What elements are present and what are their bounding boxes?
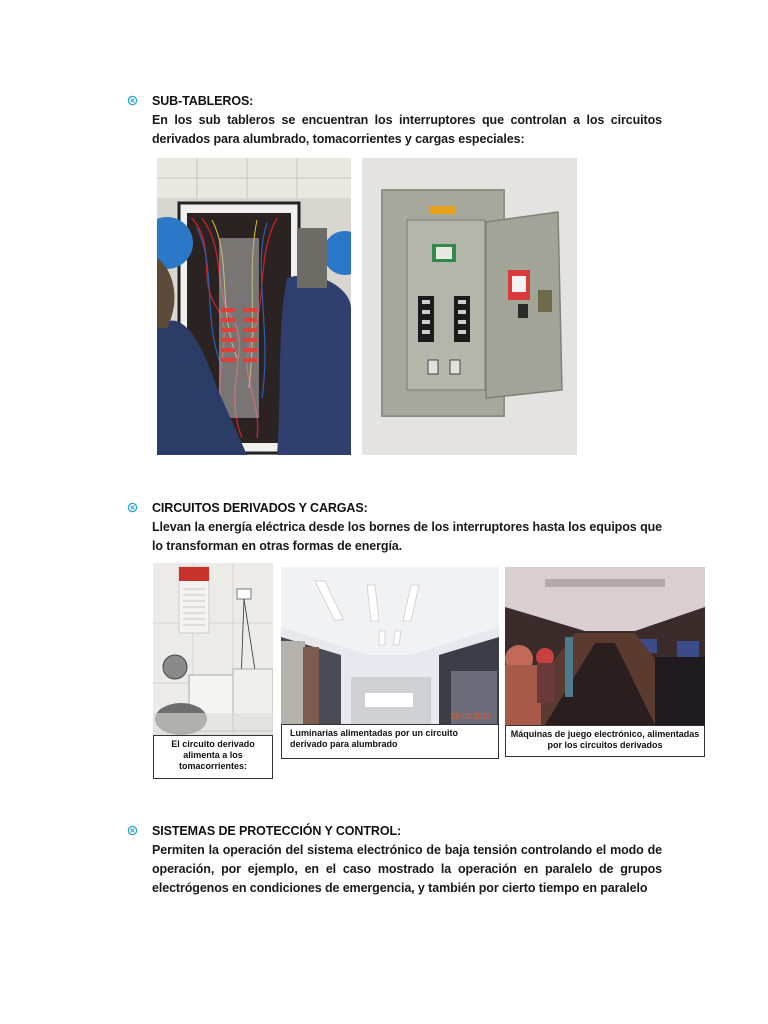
- section-heading: CIRCUITOS DERIVADOS Y CARGAS:: [152, 501, 368, 515]
- caption-machines: Máquinas de juego electrónico, alimentadas por los circuitos derivados: [505, 725, 705, 757]
- photo-date-stamp: 29.08.2013: [451, 712, 492, 721]
- section-heading: SUB-TABLEROS:: [152, 94, 254, 108]
- section-heading: SISTEMAS DE PROTECCIÓN Y CONTROL:: [152, 824, 402, 838]
- section-proteccion-control: [127, 822, 662, 898]
- circled-x-bullet-icon: [127, 502, 138, 513]
- section-paragraph: Permiten la operación del sistema electrónico de baja tensión controlando el modo de operación, por ejemplo, en el caso mostrado la operación en paralelo de grupos electrógenos en condiciones de emergencia, y también por cierto tiempo en paralelo: [152, 843, 662, 895]
- section-paragraph: En los sub tableros se encuentran los interruptores que controlan a los circuitos derivados para alumbrado, tomacorrientes y cargas especiales:: [152, 113, 662, 146]
- photo-subpanel: [362, 158, 577, 455]
- section-paragraph: Llevan la energía eléctrica desde los bornes de los interruptores hasta los equipos que lo transforman en otras formas de energía.: [152, 520, 662, 553]
- photo-store-lighting: [281, 567, 499, 724]
- section-circuitos-derivados: [127, 499, 662, 556]
- photo-gaming-hall: [505, 567, 705, 725]
- circled-x-bullet-icon: [127, 825, 138, 836]
- section-sub-tableros: [127, 92, 662, 149]
- circled-x-bullet-icon: [127, 95, 138, 106]
- caption-lighting: Luminarias alimentadas por un circuito derivado para alumbrado: [281, 724, 499, 759]
- photo-panel-workers: [157, 158, 351, 455]
- caption-outlets: El circuito derivado alimenta a los tomacorrientes:: [153, 735, 273, 779]
